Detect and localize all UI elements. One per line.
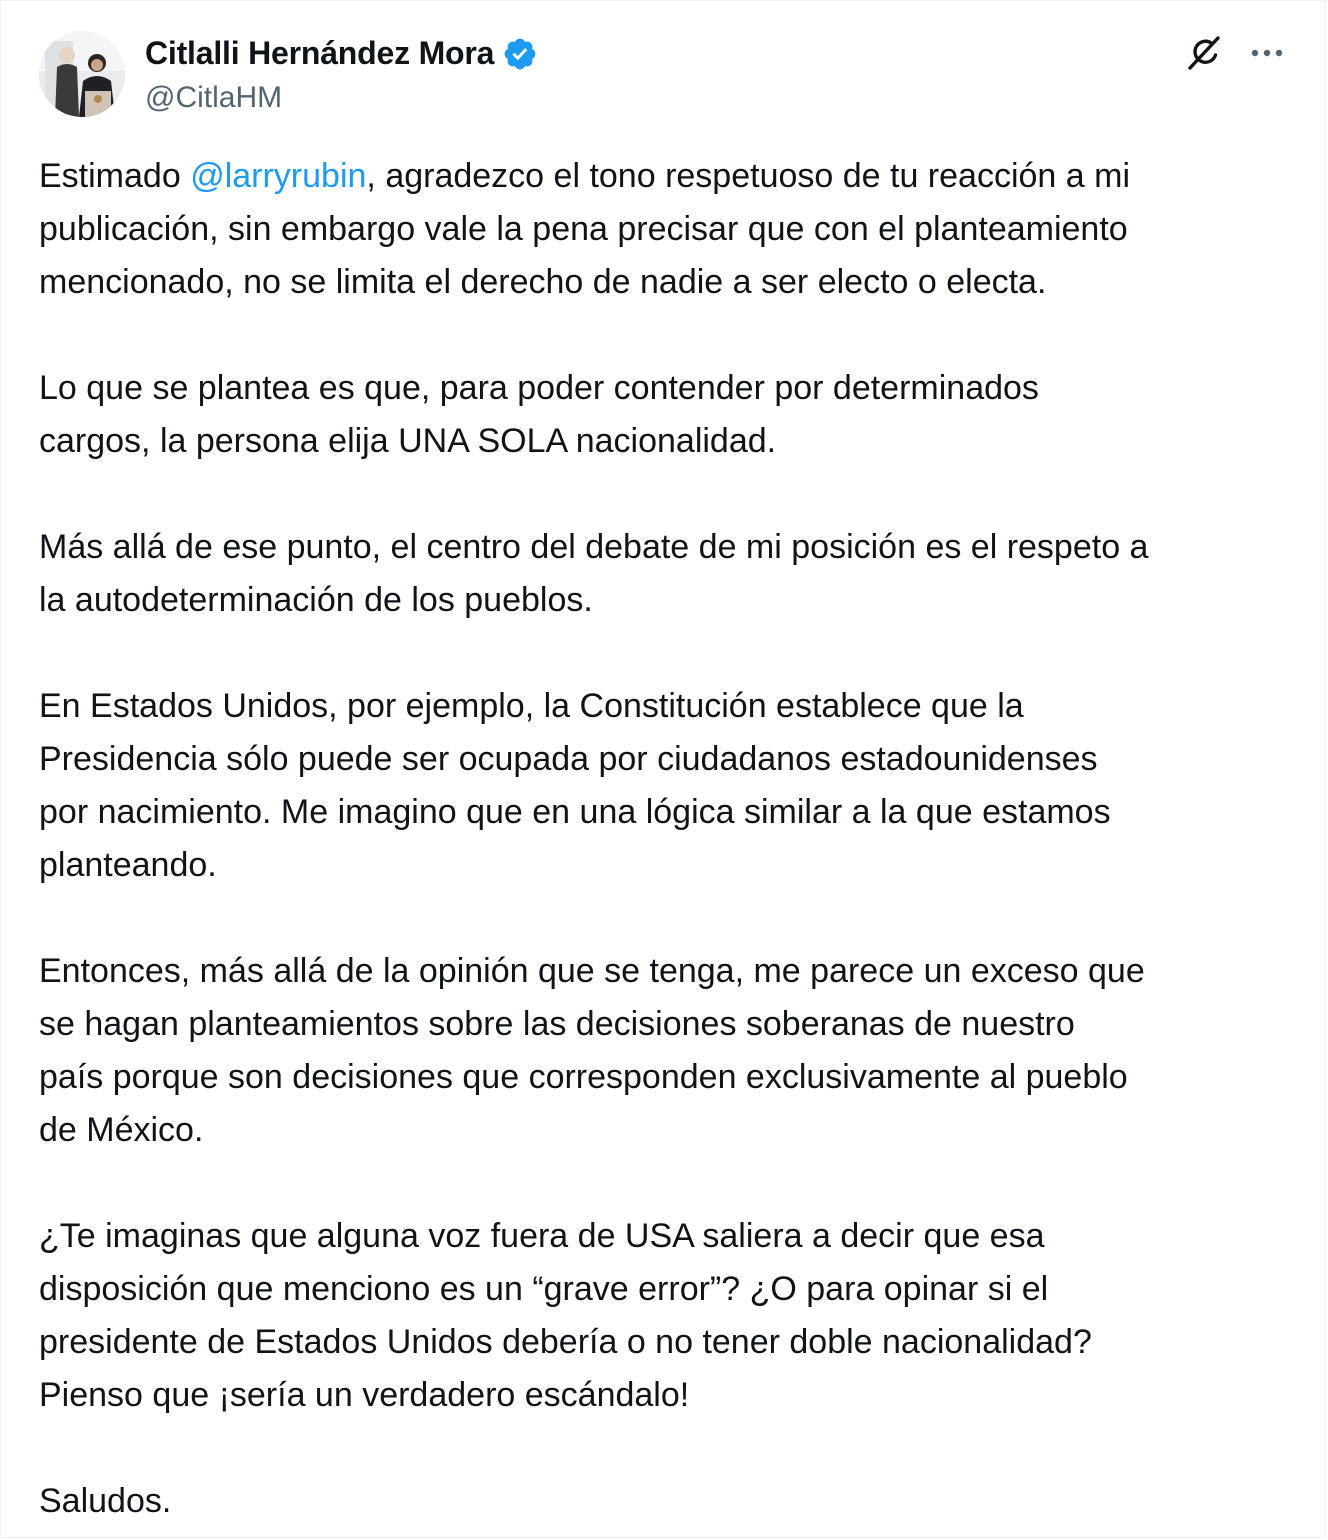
author-handle[interactable]: @CitlaHM bbox=[145, 81, 283, 114]
tweet-text bbox=[39, 150, 1299, 1528]
mention-link[interactable]: @larryrubin bbox=[190, 157, 367, 195]
tweet-paragraph-6: ¿Te imaginas que alguna voz fuera de USA saliera a decir que esa disposición que menciono es un “grave error”? ¿O para opinar si el presidente de Estados Unidos debería o no tener doble nacionalidad? Pienso que ¡sería un verdadero escándalo! bbox=[39, 1217, 1092, 1414]
avatar-photo bbox=[39, 31, 125, 117]
tweet-paragraph-3: Más allá de ese punto, el centro del debate de mi posición es el respeto a la autodeterminación de los pueblos. bbox=[39, 528, 1149, 619]
grok-button[interactable] bbox=[1182, 31, 1226, 75]
tweet-paragraph-1: Estimado @larryrubin, agradezco el tono respetuoso de tu reacción a mi publicación, sin embargo vale la pena precisar que con el planteamiento mencionado, no se limita el derecho de nadie a ser electo o electa. bbox=[39, 157, 1130, 301]
author-name[interactable]: Citlalli Hernández Mora bbox=[145, 35, 495, 71]
more-options-button[interactable] bbox=[1239, 31, 1295, 75]
more-horizontal-icon bbox=[1250, 48, 1284, 58]
avatar[interactable] bbox=[39, 31, 125, 117]
author-name-row[interactable] bbox=[145, 35, 538, 72]
verified-badge-icon bbox=[502, 36, 538, 72]
tweet-paragraph-7: Saludos. bbox=[39, 1482, 172, 1520]
grok-icon bbox=[1184, 33, 1224, 73]
tweet-paragraph-2: Lo que se plantea es que, para poder contender por determinados cargos, la persona elija UNA SOLA nacionalidad. bbox=[39, 369, 1039, 460]
tweet-paragraph-5: Entonces, más allá de la opinión que se tenga, me parece un exceso que se hagan planteamientos sobre las decisiones soberanas de nuestro país porque son decisiones que corresponden exclusivamente al pueblo de México. bbox=[39, 952, 1145, 1149]
tweet-paragraph-4: En Estados Unidos, por ejemplo, la Constitución establece que la Presidencia sólo puede ser ocupada por ciudadanos estadounidenses por nacimiento. Me imagino que en una lógica similar a la que estamos planteando. bbox=[39, 687, 1111, 884]
